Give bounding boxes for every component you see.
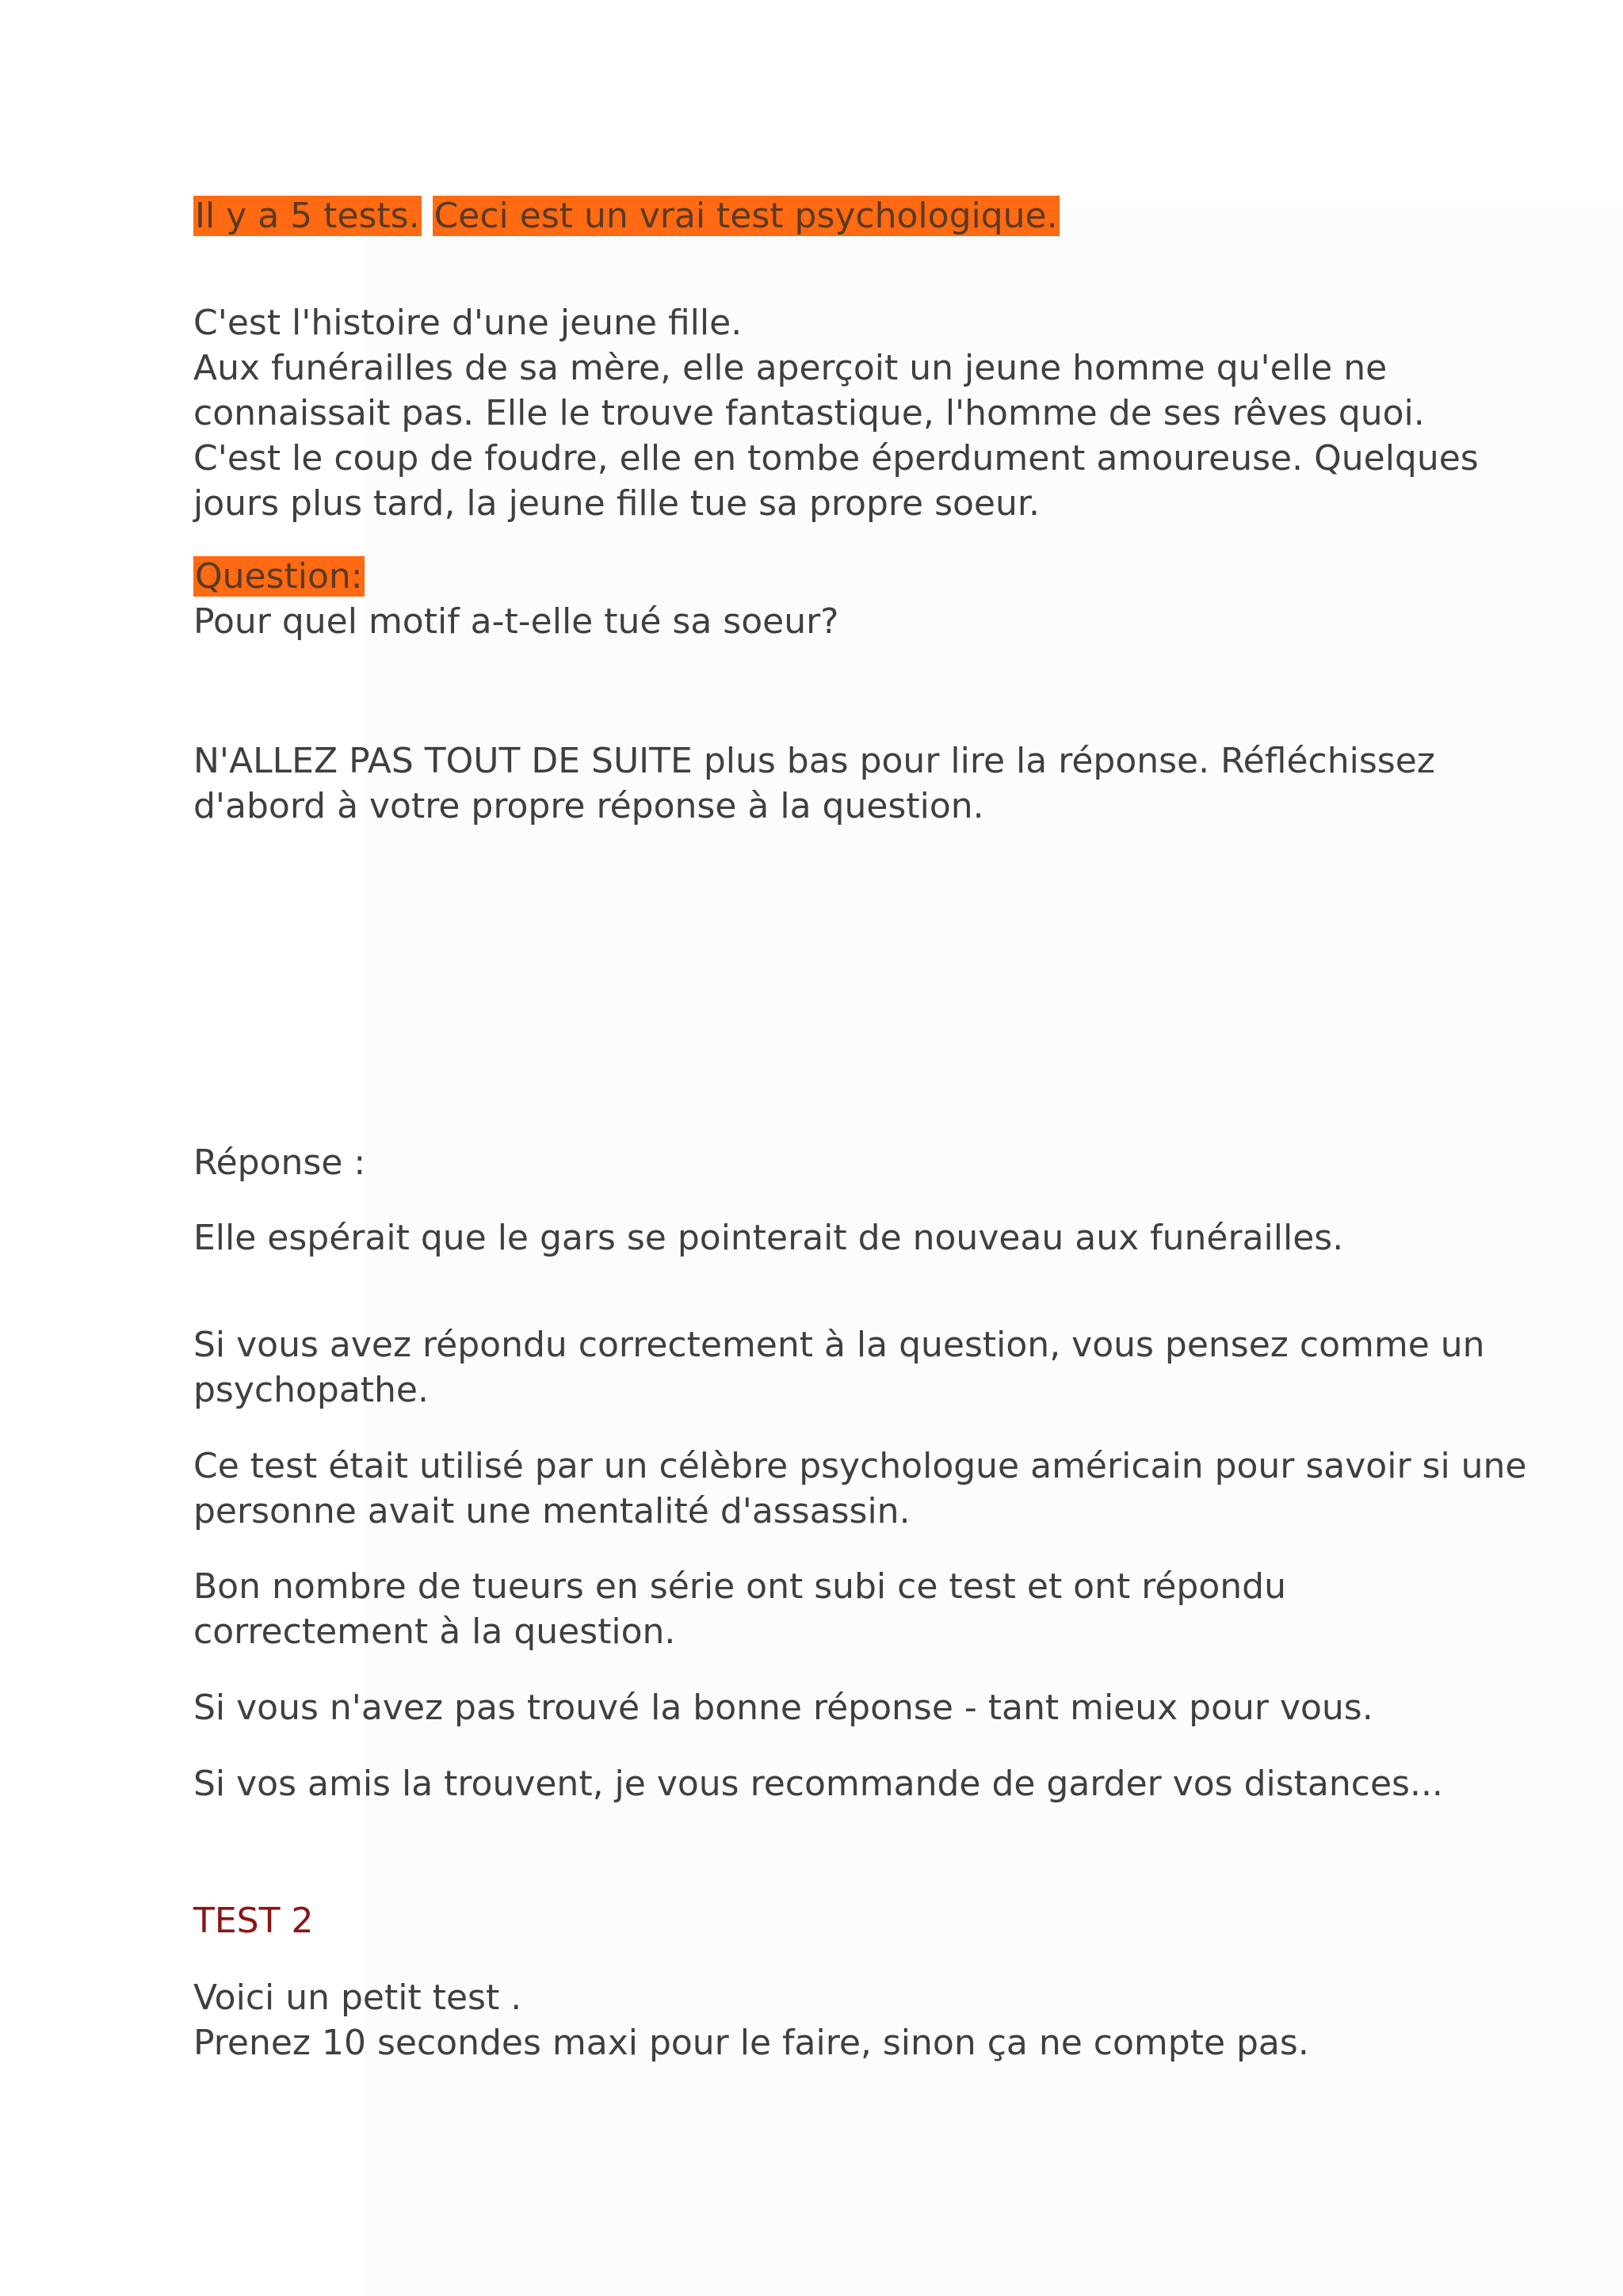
intro-line [193,194,1060,238]
story-line: C'est le coup de foudre, elle en tombe éperdument amoureuse. Quelques [193,438,1479,479]
commentary-line: Si vous n'avez pas trouvé la bonne réponse - tant mieux pour vous. [193,1688,1373,1728]
warning-line: N'ALLEZ PAS TOUT DE SUITE plus bas pour lire la réponse. Réfléchissez [193,741,1435,781]
story-line: jours plus tard, la jeune fille tue sa propre soeur. [193,483,1040,524]
question-label-line [193,555,365,599]
commentary-line: psychopathe. [193,1370,429,1410]
commentary-line: Bon nombre de tueurs en série ont subi ce test et ont répondu [193,1566,1286,1607]
commentary-line: Si vos amis la trouvent, je vous recommande de garder vos distances... [193,1764,1443,1804]
question-text: Pour quel motif a-t-elle tué sa soeur? [193,601,839,642]
question-label: Question: [195,556,363,597]
commentary-line: Ce test était utilisé par un célèbre psychologue américain pour savoir si une [193,1446,1527,1486]
warning-line: d'abord à votre propre réponse à la question. [193,786,984,826]
commentary-line: Si vous avez répondu correctement à la question, vous pensez comme un [193,1325,1485,1365]
story-line: Aux funérailles de sa mère, elle aperçoit un jeune homme qu'elle ne [193,348,1388,388]
test2-line: Voici un petit test . [193,1978,522,2018]
story-line: C'est l'histoire d'une jeune fille. [193,303,743,343]
intro-highlight-1: Il y a 5 tests. [195,196,420,236]
test2-line: Prenez 10 secondes maxi pour le faire, sinon ça ne compte pas. [193,2023,1309,2063]
story-line: connaissait pas. Elle le trouve fantastique, l'homme de ses rêves quoi. [193,393,1425,433]
test2-heading: TEST 2 [193,1901,314,1941]
intro-highlight-2: Ceci est un vrai test psychologique. [433,196,1058,236]
answer-text: Elle espérait que le gars se pointerait de nouveau aux funérailles. [193,1218,1344,1258]
answer-label: Réponse : [193,1142,366,1183]
commentary-line: correctement à la question. [193,1611,676,1652]
commentary-line: personne avait une mentalité d'assassin. [193,1491,911,1531]
